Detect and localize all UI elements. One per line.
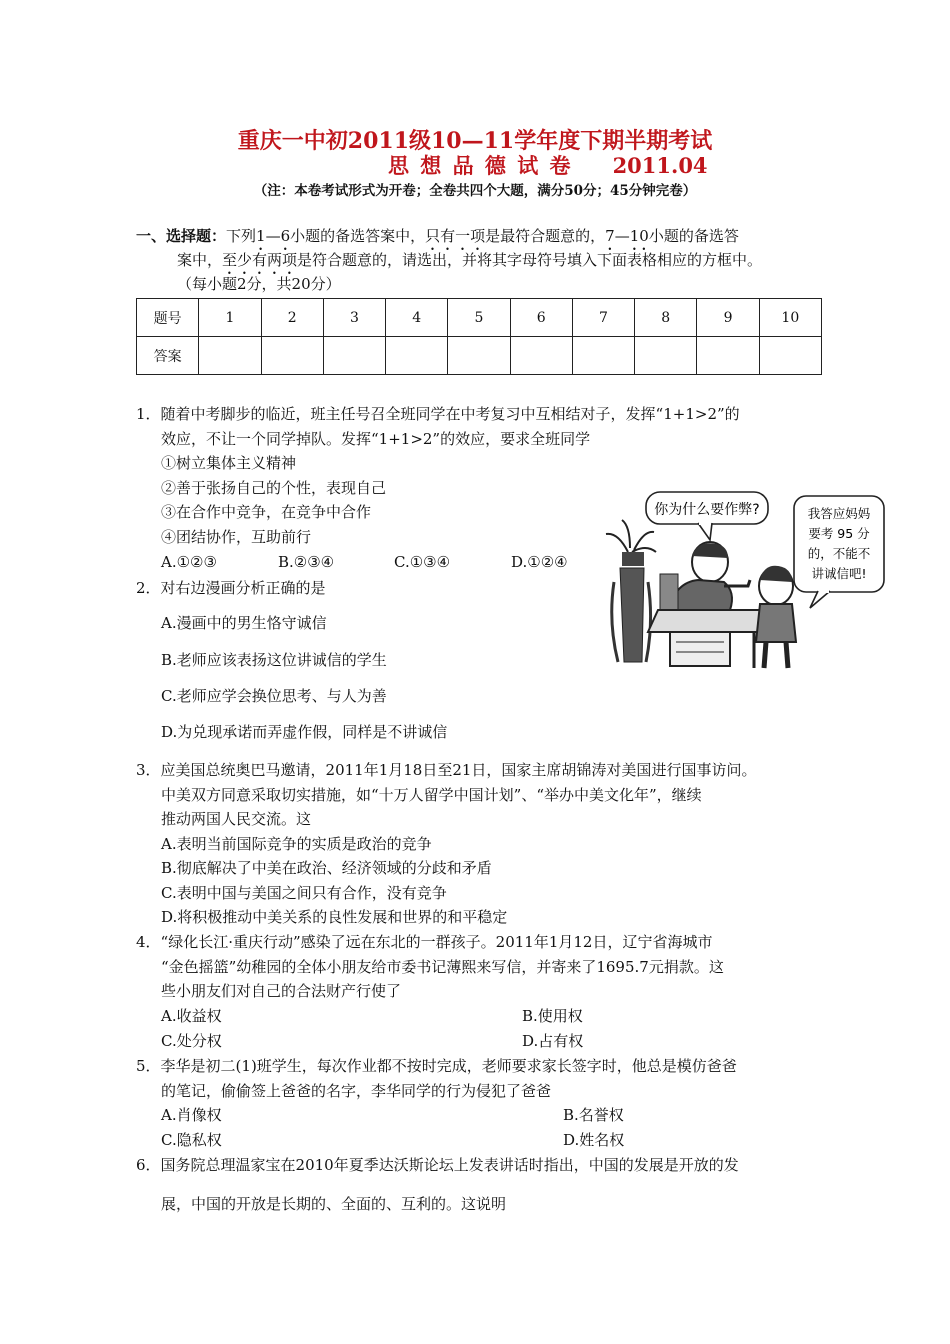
q4-option-a: A.收益权 [161, 1007, 222, 1025]
q1-option-b: B.②③④ [278, 553, 335, 571]
q5-stem-line2: 的笔记，偷偷签上爸爸的名字，李华同学的行为侵犯了爸爸 [161, 1082, 552, 1100]
question-number-cell: 3 [323, 299, 385, 337]
answer-table [136, 298, 822, 375]
subject-name: 思 想 品 德 试 卷 [388, 153, 573, 178]
instr-text: 是最符合题意的， [485, 227, 606, 245]
q5-option-d: D.姓名权 [563, 1131, 625, 1149]
q1-stem-line1: 1．随着中考脚步的临近，班主任号召全班同学在中考复习中互相结对子，发挥“1+1>2”的 [136, 405, 740, 423]
instr-range2: 7—10 [605, 227, 649, 245]
question-number-cell: 5 [448, 299, 510, 337]
student-speech-line: 我答应妈妈 [807, 506, 871, 521]
student-speech-line: 的，不能不 [807, 546, 871, 561]
answer-table-answer-row [137, 337, 822, 375]
q6-stem-line2: 展，中国的开放是长期的、全面的、互利的。这说明 [161, 1195, 507, 1213]
answer-cell[interactable] [448, 337, 510, 375]
q1-item: ③在合作中竞争，在竞争中合作 [161, 503, 372, 521]
answer-cell[interactable] [759, 337, 821, 375]
answer-cell[interactable] [261, 337, 323, 375]
student-drawing [756, 566, 796, 668]
q4-option-d: D.占有权 [522, 1032, 584, 1050]
question-number-cell: 1 [199, 299, 261, 337]
q1-option-d: D.①②④ [511, 553, 568, 571]
question-number-cell: 9 [697, 299, 759, 337]
q4-option-c: C.处分权 [161, 1032, 222, 1050]
q3-stem-line1: 3．应美国总统奥巴马邀请，2011年1月18日至21日，国家主席胡锦涛对美国进行国事访问。 [136, 761, 757, 779]
answer-cell[interactable] [323, 337, 385, 375]
instr-text: 是符合题意的，请选出，并将其字母符号填入下面表格相应的方框中。 [297, 251, 763, 269]
q2-option-a: A.漫画中的男生恪守诚信 [161, 614, 327, 632]
q1-item: ④团结协作，互助前行 [161, 528, 312, 546]
q3-stem-line3: 推动两国人民交流。这 [161, 810, 312, 828]
q3-option-d: D.将积极推动中美关系的良性发展和世界的和平稳定 [161, 908, 508, 926]
cartoon-illustration [598, 482, 888, 674]
q5-option-b: B.名誉权 [563, 1106, 624, 1124]
row-label-number: 题号 [137, 299, 199, 337]
q4-stem-line3: 些小朋友们对自己的合法财产行使了 [161, 982, 402, 1000]
instr-at-least: 至少有两项 [222, 251, 298, 269]
answer-cell[interactable] [386, 337, 448, 375]
question-number-cell: 2 [261, 299, 323, 337]
answer-cell[interactable] [199, 337, 261, 375]
q1-option-a: A.①②③ [161, 553, 217, 571]
student-speech-line: 讲诚信吧! [811, 566, 867, 581]
teacher-speech: 你为什么要作弊? [654, 502, 760, 518]
q2-stem: 2．对右边漫画分析正确的是 [136, 579, 326, 597]
instr-text: 下列 [226, 227, 257, 245]
instr-text: 案中， [177, 251, 223, 269]
question-number-cell: 8 [635, 299, 697, 337]
section1-score-note: （每小题2分，共20分） [177, 275, 341, 293]
answer-cell[interactable] [635, 337, 697, 375]
q6-stem-line1: 6．国务院总理温家宝在2010年夏季达沃斯论坛上发表讲话时指出，中国的发展是开放的发 [136, 1156, 739, 1174]
plant-drawing [606, 520, 656, 662]
q1-item: ②善于张扬自己的个性，表现自己 [161, 479, 387, 497]
q4-stem-line1: 4．“绿化长江·重庆行动”感染了远在东北的一群孩子。2011年1月12日，辽宁省海城市 [136, 933, 713, 951]
q5-stem-line1: 5．李华是初二(1)班学生，每次作业都不按时完成，老师要求家长签字时，他总是模仿爸爸 [136, 1057, 737, 1075]
instr-text: 小题的备选答 [648, 227, 739, 245]
q1-item: ①树立集体主义精神 [161, 454, 297, 472]
answer-cell[interactable] [697, 337, 759, 375]
q4-stem-line2: “金色摇篮”幼稚园的全体小朋友给市委书记薄熙来写信，并寄来了1695.7元捐款。这 [161, 958, 724, 976]
exam-note: （注：本卷考试形式为开卷；全卷共四个大题，满分50分；45分钟完卷） [253, 183, 697, 199]
answer-cell[interactable] [572, 337, 634, 375]
q3-option-b: B.彻底解决了中美在政治、经济领域的分歧和矛盾 [161, 859, 492, 877]
instr-text: 小题的备选答案中， [290, 227, 426, 245]
cartoon-drawing [598, 482, 888, 674]
question-number-cell: 10 [759, 299, 821, 337]
q4-option-b: B.使用权 [522, 1007, 583, 1025]
q2-option-c: C.老师应学会换位思考、与人为善 [161, 687, 387, 705]
desk-drawing [648, 610, 768, 668]
q2-option-b: B.老师应该表扬这位讲诚信的学生 [161, 651, 387, 669]
exam-subtitle [388, 150, 708, 180]
q3-option-c: C.表明中国与美国之间只有合作，没有竞争 [161, 884, 447, 902]
q3-stem-line2: 中美双方同意采取切实措施，如“十万人留学中国计划”、“举办中美文化年”，继续 [161, 786, 702, 804]
q1-option-c: C.①③④ [394, 553, 451, 571]
q2-option-d: D.为兑现承诺而弄虚作假，同样是不讲诚信 [161, 723, 448, 741]
q5-option-a: A.肖像权 [161, 1106, 222, 1124]
instr-only-one: 只有一项 [425, 227, 486, 245]
question-number-cell: 4 [386, 299, 448, 337]
answer-table-number-row [137, 299, 822, 337]
question-number-cell: 6 [510, 299, 572, 337]
q3-option-a: A.表明当前国际竞争的实质是政治的竞争 [161, 835, 432, 853]
q1-stem-line2: 效应，不让一个同学掉队。发挥“1+1>2”的效应，要求全班同学 [161, 430, 591, 448]
exam-date: 2011.04 [612, 153, 708, 178]
instr-range1: 1—6 [256, 227, 291, 245]
answer-cell[interactable] [510, 337, 572, 375]
q5-option-c: C.隐私权 [161, 1131, 222, 1149]
section1-heading: 一、选择题： [136, 227, 227, 245]
exam-title: 重庆一中初2011级10—11学年度下期半期考试 [237, 128, 713, 154]
student-speech-line: 要考 95 分 [808, 526, 870, 541]
question-number-cell: 7 [572, 299, 634, 337]
row-label-answer: 答案 [137, 337, 199, 375]
